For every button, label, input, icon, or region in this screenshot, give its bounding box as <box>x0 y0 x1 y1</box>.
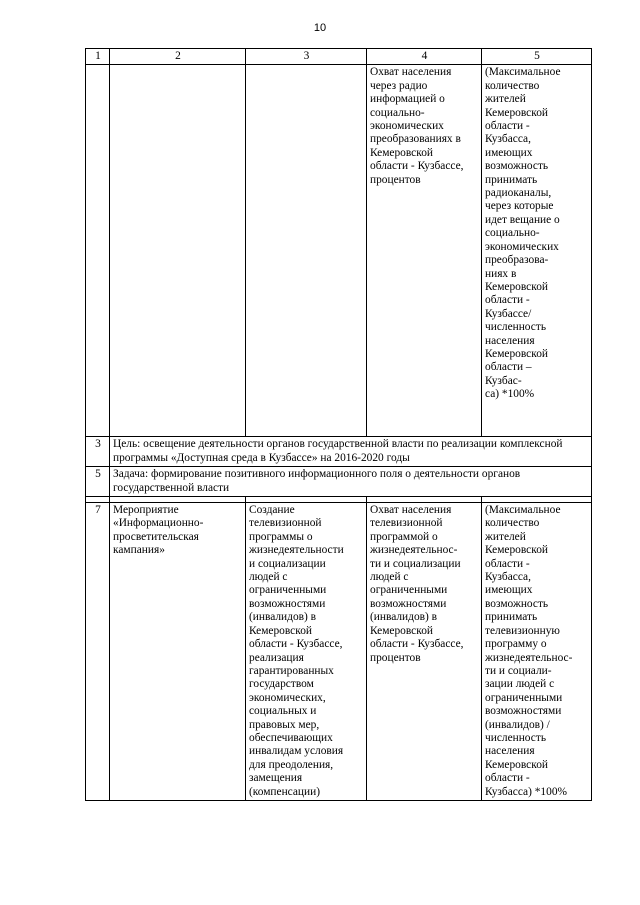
event-description-cell <box>246 503 367 801</box>
cell-text-line: (компенсации) <box>249 785 321 798</box>
cell-text-line: инвалидам условия <box>249 745 344 758</box>
cell-text-line: (инвалидов) в <box>370 611 438 624</box>
header-cell: 3 <box>246 49 367 65</box>
cell-text-line: программу о <box>485 638 547 651</box>
cell-text-line: Кемеровской <box>249 624 312 637</box>
cell-text-line: количество <box>485 517 540 530</box>
cell-text-line: Мероприятие <box>113 504 179 517</box>
cell-text-line: замещения <box>249 772 303 785</box>
cell-text-line: ти и социали- <box>485 664 552 677</box>
header-cell: 1 <box>86 49 110 65</box>
cell-text-line: жизнедеятельнос- <box>485 651 573 664</box>
cell-text-line: программы о <box>249 530 313 543</box>
cell-text-line: и социализации <box>249 557 326 570</box>
cell-text-line: Кузбасса, <box>485 133 531 146</box>
page-number: 10 <box>313 22 327 34</box>
cell-text-line: Кемеровской <box>485 758 548 771</box>
cell-text-line: области - <box>485 557 530 570</box>
table-cell <box>246 65 367 437</box>
cell-text-line: области - <box>485 772 530 785</box>
cell-text-line: жителей <box>485 530 526 543</box>
cell-text-line: Кемеровской <box>485 106 548 119</box>
cell-text-line: Кемеровской <box>485 280 548 293</box>
cell-text-line: численность <box>485 321 547 334</box>
cell-text-line: Кемеровской <box>485 544 548 557</box>
cell-text-line: «Информационно- <box>113 517 204 530</box>
cell-text-line: гарантированных <box>249 664 334 677</box>
cell-text-line: преобразова- <box>485 254 549 267</box>
indicator-formula-cell <box>482 65 592 437</box>
cell-text-line: населения <box>485 745 535 758</box>
indicator-table <box>85 48 592 801</box>
cell-text-line: ограниченными <box>249 584 327 597</box>
cell-text-line: имеющих <box>485 146 533 159</box>
cell-text-line: ограниченными <box>370 584 448 597</box>
cell-text-line: области - Кузбассе, <box>249 638 343 651</box>
cell-text-line: Охват населения <box>370 66 452 79</box>
cell-text-line: населения <box>485 334 535 347</box>
cell-text-line: принимать <box>485 611 538 624</box>
cell-text-line: жителей <box>485 93 526 106</box>
cell-text-line: возможностями <box>370 597 447 610</box>
cell-text-line: возможностями <box>249 597 326 610</box>
cell-text-line: Кузбасса) *100% <box>485 785 568 798</box>
cell-text-line: Кемеровской <box>370 624 433 637</box>
cell-text-line: людей с <box>249 571 288 584</box>
table-cell <box>110 65 246 437</box>
cell-text-line: социально- <box>370 106 425 119</box>
cell-text-line: телевизионной <box>249 517 322 530</box>
cell-text-line: социальных и <box>249 705 317 718</box>
row-number: 3 <box>86 437 110 467</box>
cell-text-line: жизнедеятельнос- <box>370 544 458 557</box>
cell-text-line: процентов <box>370 651 421 664</box>
header-cell: 2 <box>110 49 246 65</box>
cell-text-line: информацией о <box>370 93 445 106</box>
cell-text-line: реализация <box>249 651 304 664</box>
cell-text-line: социально- <box>485 227 540 240</box>
cell-text-line: численность <box>485 731 547 744</box>
cell-text-line: программой о <box>370 530 438 543</box>
cell-text-line: са) *100% <box>485 388 535 401</box>
cell-text-line: кампания» <box>113 544 165 557</box>
cell-text-line: количество <box>485 79 540 92</box>
cell-text-line: Охват населения <box>370 504 452 517</box>
cell-text-line: Кузбасса, <box>485 571 531 584</box>
table-row <box>86 467 592 497</box>
cell-text-line: преобразованиях в <box>370 133 461 146</box>
header-cell: 5 <box>482 49 592 65</box>
cell-text-line: (инвалидов) в <box>249 611 317 624</box>
table-row <box>86 503 592 801</box>
cell-text-line: принимать <box>485 173 538 186</box>
table-cell <box>86 65 110 437</box>
cell-text-line: Кемеровской <box>485 347 548 360</box>
cell-text-line: жизнедеятельности <box>249 544 344 557</box>
cell-text-line: радиоканалы, <box>485 187 552 200</box>
indicator-formula-cell <box>482 503 592 801</box>
indicator-name-cell <box>367 503 482 801</box>
cell-text-line: области - <box>485 294 530 307</box>
cell-text-line: имеющих <box>485 584 533 597</box>
cell-text-line: правовых мер, <box>249 718 320 731</box>
cell-text-line: (инвалидов) / <box>485 718 550 731</box>
cell-text-line: государством <box>249 678 314 691</box>
indicator-name-cell <box>367 65 482 437</box>
cell-text-line: возможность <box>485 597 549 610</box>
cell-text-line: экономических <box>370 120 444 133</box>
cell-text-line: телевизионной <box>370 517 443 530</box>
cell-text-line: области - Кузбассе, <box>370 160 464 173</box>
cell-text-line: телевизионную <box>485 624 560 637</box>
header-cell: 4 <box>367 49 482 65</box>
cell-text-line: Кемеровской <box>370 146 433 159</box>
cell-text-line: людей с <box>370 571 409 584</box>
cell-text-line: обеспечивающих <box>249 731 333 744</box>
cell-text-line: (Максимальное <box>485 504 561 517</box>
cell-text-line: возможностями <box>485 705 562 718</box>
task-text: Задача: формирование позитивного информационного поля о деятельности органов государственной власти <box>110 467 592 497</box>
cell-text-line: просветительская <box>113 530 199 543</box>
cell-text-line: экономических, <box>249 691 326 704</box>
cell-text-line: зации людей с <box>485 678 555 691</box>
cell-text-line: через которые <box>485 200 554 213</box>
cell-text-line: Кузбассе/ <box>485 307 532 320</box>
cell-text-line: области - Кузбассе, <box>370 638 464 651</box>
event-name-cell <box>110 503 246 801</box>
cell-text-line: области - <box>485 120 530 133</box>
row-number: 5 <box>86 467 110 497</box>
cell-text-line: ограниченными <box>485 691 563 704</box>
cell-text-line: Создание <box>249 504 295 517</box>
table-header-row <box>86 49 592 65</box>
cell-text-line: возможность <box>485 160 549 173</box>
cell-text-line: ниях в <box>485 267 517 280</box>
cell-text-line: идет вещание о <box>485 213 560 226</box>
cell-text-line: через радио <box>370 79 428 92</box>
cell-text-line: Кузбас- <box>485 374 522 387</box>
cell-text-line: процентов <box>370 173 421 186</box>
table-row <box>86 437 592 467</box>
row-number: 7 <box>86 503 110 801</box>
cell-text-line: экономических <box>485 240 559 253</box>
cell-text-line: для преодоления, <box>249 758 334 771</box>
cell-text-line: области – <box>485 361 532 374</box>
goal-text: Цель: освещение деятельности органов государственной власти по реализации комплексной программы «Доступная среда в Кузбассе» на 2016-2020 годы <box>110 437 592 467</box>
table-row <box>86 65 592 437</box>
cell-text-line: (Максимальное <box>485 66 561 79</box>
cell-text-line: ти и социализации <box>370 557 461 570</box>
